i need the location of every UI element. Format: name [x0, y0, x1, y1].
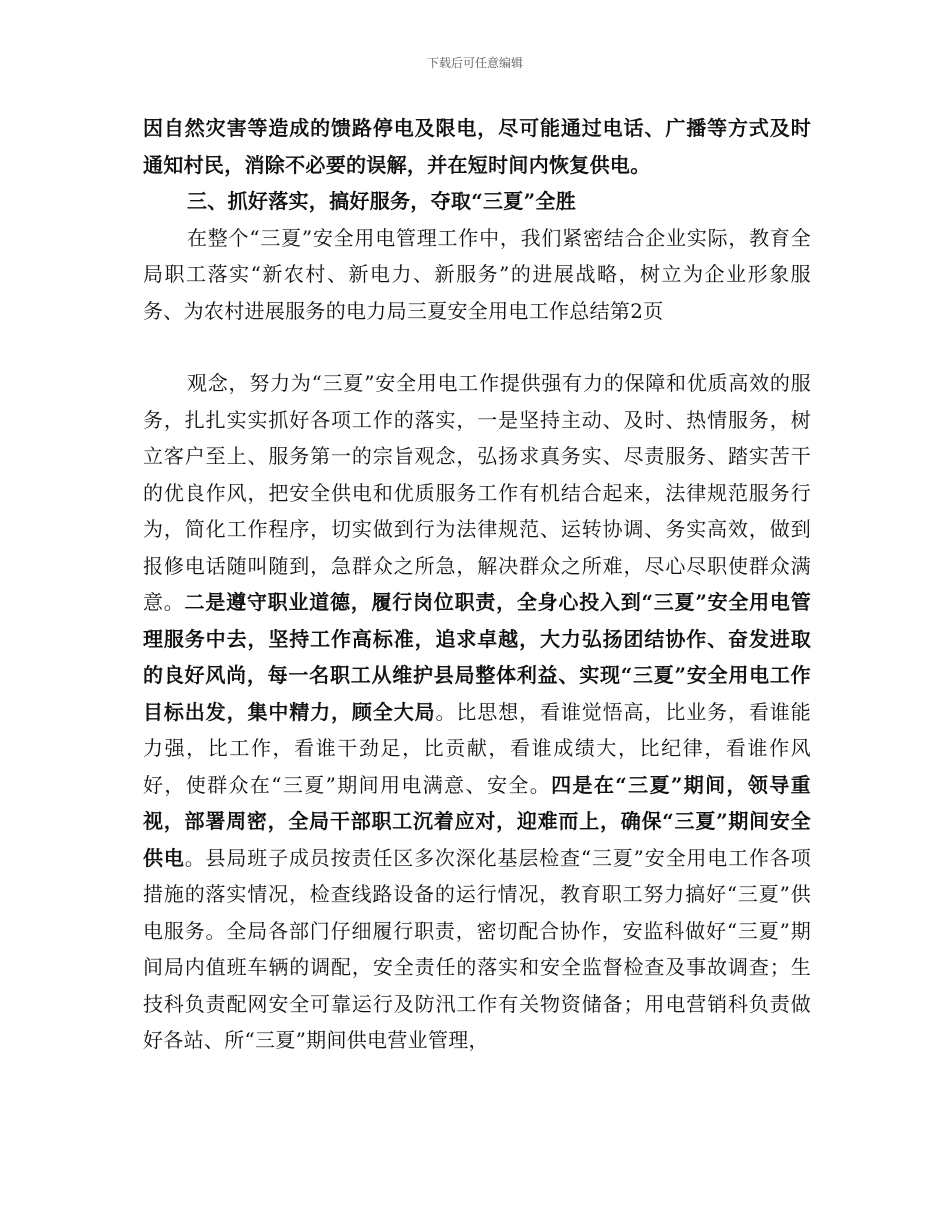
paragraph-service-measures	[143, 365, 811, 1059]
document-body	[143, 110, 811, 1059]
paragraph-power-outage: 因自然灾害等造成的馈路停电及限电，尽可能通过电话、广播等方式及时通知村民，消除不必要的误解，并在短时间内恢复供电。	[143, 116, 811, 177]
text-comparison: 。比思想，看谁觉悟高，比业务，看谁能力强，比工作，看谁干劲足，比贡献，看谁成绩大，比纪律，看谁作风好，使群众在“三夏”期间用电满意、安全。	[143, 699, 812, 797]
text-inspection-duties: 。县局班子成员按责任区多次深化基层检查“三夏”安全用电工作各项措施的落实情况，检查线路设备的运行情况，教育职工努力搞好“三夏”供电服务。全局各部门仔细履行职责，密切配合协作，安监科做好“三夏”期间局内值班车辆的调配，安全责任的落实和安全监督检查及事故调查；生技科负责配网安全可靠运行及防汛工作有关物资储备；用电营销科负责做好各站、所“三夏”期间供电营业管理，	[143, 845, 811, 1052]
text-concept-service: 观念，努力为“三夏”安全用电工作提供强有力的保障和优质高效的服务，扎扎实实抓好各项工作的落实，一是坚持主动、及时、热情服务，树立客户至上、服务第一的宗旨观念，弘扬求真务实、尽责服务、踏实苦干的优良作风，把安全供电和优质服务工作有机结合起来，法律规范服务行为，简化工作程序，切实做到行为法律规范、运转协调、务实高效，做到报修电话随叫随到，急群众之所急，解决群众之所难，尽心尽职使群众满意。	[143, 371, 811, 614]
page-break	[143, 329, 811, 365]
paragraph-summer-management: 在整个“三夏”安全用电管理工作中，我们紧密结合企业实际，教育全局职工落实“新农村、新电力、新服务”的进展战略，树立为企业形象服务、为农村进展服务的电力局三夏安全用电工作总结第2页	[143, 225, 811, 323]
page-header: 下载后可任意编辑	[426, 56, 523, 70]
text-leadership: 四是在“三夏”期间，领导重视，部署周密，全局干部职工沉着应对，迎难而上，确保“三夏”期间安全供电	[143, 772, 811, 870]
text-professional-ethics: 二是遵守职业道德，履行岗位职责，全身心投入到“三夏”安全用电管理服务中去，坚持工作高标准，追求卓越，大力弘扬团结协作、奋发进取的良好风尚，每一名职工从维护县局整体利益、实现“三夏”安全用电工作目标出发，集中精力，顾全大局	[143, 590, 811, 724]
section-heading-three: 三、抓好落实，搞好服务，夺取“三夏”全胜	[187, 189, 577, 213]
